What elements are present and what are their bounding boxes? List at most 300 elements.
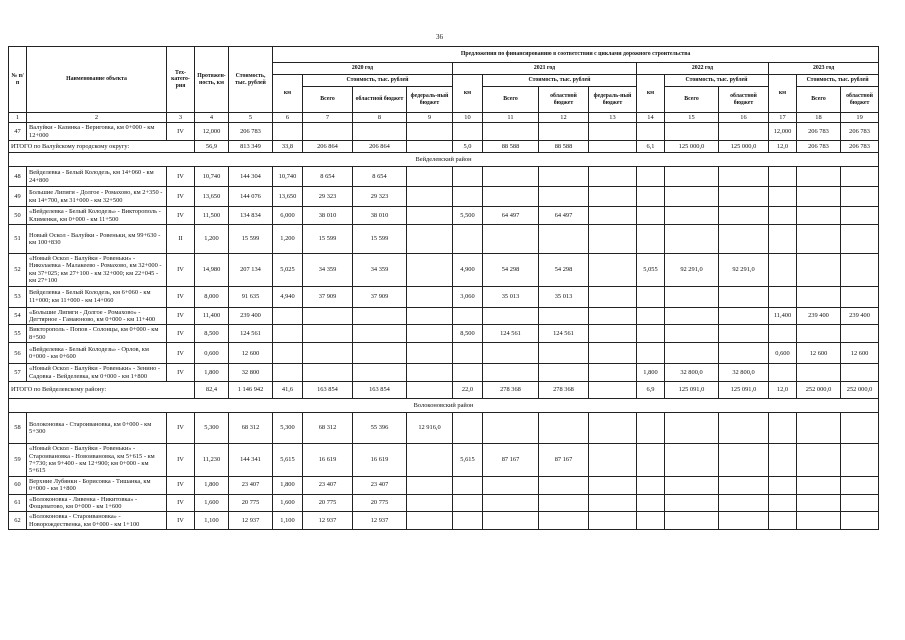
total-row <box>9 141 879 153</box>
column-number: 4 <box>195 113 229 123</box>
table-cell <box>797 364 841 382</box>
table-cell: 20 775 <box>229 494 273 512</box>
table-cell: 38 010 <box>353 207 407 225</box>
total-cell: 41,6 <box>273 382 303 399</box>
object-name: «Большие Липяги - Долгое - Ромахово» - Дегтярное - Гамаюново, км 0+000 - км 11+400 <box>27 307 167 325</box>
table-cell: 5,500 <box>453 207 483 225</box>
table-row <box>9 512 879 530</box>
table-cell <box>589 167 637 187</box>
object-name: «Новый Оскол - Валуйки - Ровеньки» - Зенино - Садовка - Вейделевка, км 0+000 - км 1+800 <box>27 364 167 382</box>
table-cell <box>539 307 589 325</box>
table-cell <box>797 225 841 254</box>
table-cell <box>769 167 797 187</box>
total-row <box>9 382 879 399</box>
table-cell <box>589 494 637 512</box>
table-cell <box>637 476 665 494</box>
table-cell: 8,500 <box>453 325 483 343</box>
table-cell <box>841 207 879 225</box>
total-cell: 125 091,0 <box>719 382 769 399</box>
table-cell <box>769 413 797 444</box>
table-cell <box>483 494 539 512</box>
table-cell <box>483 167 539 187</box>
table-cell <box>797 444 841 477</box>
total-cell: 22,0 <box>453 382 483 399</box>
total-cell: 56,9 <box>195 141 229 153</box>
table-cell <box>665 444 719 477</box>
table-cell <box>769 207 797 225</box>
table-cell <box>539 364 589 382</box>
table-cell: 92 291,0 <box>665 254 719 287</box>
table-cell: 8 654 <box>353 167 407 187</box>
table-cell: 8,000 <box>195 286 229 307</box>
table-cell <box>589 413 637 444</box>
column-number-row <box>9 113 879 123</box>
header-regional: областной бюджет <box>719 87 769 113</box>
table-cell <box>589 307 637 325</box>
table-cell: 0,600 <box>769 343 797 364</box>
table-cell <box>665 325 719 343</box>
table-cell <box>769 444 797 477</box>
table-cell: IV <box>167 307 195 325</box>
table-cell <box>841 225 879 254</box>
table-cell <box>797 512 841 530</box>
header-regional: областной бюджет <box>841 87 879 113</box>
object-name: Новый Оскол - Валуйки - Ровеньки, км 99+630 - км 100+830 <box>27 225 167 254</box>
table-cell <box>769 187 797 207</box>
table-cell: 0,600 <box>195 343 229 364</box>
table-cell <box>719 207 769 225</box>
total-cell <box>589 141 637 153</box>
table-cell: 54 298 <box>539 254 589 287</box>
table-cell: 1,800 <box>637 364 665 382</box>
header-length: Протяжен-ность, км <box>195 47 229 113</box>
table-cell: 5,025 <box>273 254 303 287</box>
table-cell <box>353 343 407 364</box>
table-cell <box>273 325 303 343</box>
table-cell: 239 400 <box>229 307 273 325</box>
table-cell: 54 298 <box>483 254 539 287</box>
table-cell <box>483 187 539 207</box>
table-cell <box>353 325 407 343</box>
table-cell <box>665 286 719 307</box>
table-cell: 12 937 <box>303 512 353 530</box>
table-cell <box>841 444 879 477</box>
table-cell <box>637 413 665 444</box>
table-cell <box>637 123 665 141</box>
table-cell <box>407 123 453 141</box>
table-cell: 1,600 <box>195 494 229 512</box>
total-cell <box>589 382 637 399</box>
total-cell: 163 854 <box>353 382 407 399</box>
table-cell <box>273 343 303 364</box>
table-cell: 144 076 <box>229 187 273 207</box>
table-cell <box>665 494 719 512</box>
table-cell: 15 599 <box>303 225 353 254</box>
table-cell <box>797 494 841 512</box>
table-cell <box>719 307 769 325</box>
row-number: 60 <box>9 476 27 494</box>
table-cell: 1,600 <box>273 494 303 512</box>
table-cell <box>797 167 841 187</box>
table-cell: 1,100 <box>273 512 303 530</box>
total-cell: 5,0 <box>453 141 483 153</box>
header-regional: областной бюджет <box>353 87 407 113</box>
table-cell: II <box>167 225 195 254</box>
table-cell: 4,940 <box>273 286 303 307</box>
table-cell <box>797 325 841 343</box>
section-row <box>9 399 879 413</box>
table-cell <box>841 364 879 382</box>
table-cell: 35 013 <box>483 286 539 307</box>
table-cell <box>407 286 453 307</box>
table-cell <box>453 494 483 512</box>
table-cell <box>719 286 769 307</box>
header-regional: областной бюджет <box>539 87 589 113</box>
table-cell: 207 134 <box>229 254 273 287</box>
total-cell <box>407 382 453 399</box>
table-cell: 12 937 <box>353 512 407 530</box>
total-cell: 278 368 <box>483 382 539 399</box>
table-cell <box>769 494 797 512</box>
table-cell <box>797 207 841 225</box>
row-number: 50 <box>9 207 27 225</box>
object-name: «Новый Оскол - Валуйки - Ровеньки» - Николаевка - Малакеево - Ромахово, км 32+000 - км 37+025; км 27+100 - км 32+000; км 22+045 - км 27+100 <box>27 254 167 287</box>
table-cell <box>303 123 353 141</box>
table-cell <box>453 123 483 141</box>
table-cell: 124 561 <box>539 325 589 343</box>
column-number: 7 <box>303 113 353 123</box>
table-cell: 38 010 <box>303 207 353 225</box>
financing-table <box>8 46 879 530</box>
table-cell <box>769 254 797 287</box>
table-cell: 144 304 <box>229 167 273 187</box>
table-cell <box>841 325 879 343</box>
table-cell: 5,615 <box>453 444 483 477</box>
row-number: 57 <box>9 364 27 382</box>
table-cell <box>273 364 303 382</box>
table-cell <box>407 254 453 287</box>
table-cell: 15 599 <box>229 225 273 254</box>
total-label: ИТОГО по Вейделевскому району: <box>9 382 195 399</box>
table-cell: 15 599 <box>353 225 407 254</box>
row-number: 55 <box>9 325 27 343</box>
table-cell: 10,740 <box>273 167 303 187</box>
row-number: 48 <box>9 167 27 187</box>
table-cell <box>841 494 879 512</box>
table-cell: 11,230 <box>195 444 229 477</box>
table-cell: 5,615 <box>273 444 303 477</box>
header-cost: Стоимость, тыс. рублей <box>229 47 273 113</box>
table-cell <box>841 254 879 287</box>
table-cell: 5,300 <box>273 413 303 444</box>
table-cell <box>453 512 483 530</box>
table-row <box>9 167 879 187</box>
table-cell <box>665 207 719 225</box>
table-cell: 13,650 <box>273 187 303 207</box>
table-cell: 16 619 <box>303 444 353 477</box>
column-number: 17 <box>769 113 797 123</box>
table-cell <box>407 307 453 325</box>
header-year-2022: 2022 год <box>637 63 769 75</box>
total-cell: 278 368 <box>539 382 589 399</box>
table-cell: 68 312 <box>229 413 273 444</box>
table-cell <box>719 187 769 207</box>
table-row <box>9 413 879 444</box>
table-cell <box>303 325 353 343</box>
table-cell: 4,900 <box>453 254 483 287</box>
table-cell <box>665 225 719 254</box>
table-cell: IV <box>167 413 195 444</box>
table-cell <box>483 123 539 141</box>
table-row <box>9 364 879 382</box>
table-cell: IV <box>167 512 195 530</box>
total-cell: 206 783 <box>797 141 841 153</box>
total-cell: 6,9 <box>637 382 665 399</box>
table-cell <box>797 286 841 307</box>
table-cell: 12 937 <box>229 512 273 530</box>
table-cell: IV <box>167 494 195 512</box>
header-total: Всего <box>303 87 353 113</box>
column-number: 13 <box>589 113 637 123</box>
row-number: 59 <box>9 444 27 477</box>
table-cell <box>637 286 665 307</box>
table-cell: 206 783 <box>841 123 879 141</box>
table-cell: 34 359 <box>353 254 407 287</box>
header-cost-2022: Стоимость, тыс. рублей <box>665 75 769 87</box>
table-cell: 1,800 <box>195 476 229 494</box>
table-cell <box>719 343 769 364</box>
table-cell <box>665 167 719 187</box>
header-km: км <box>769 75 797 113</box>
row-number: 49 <box>9 187 27 207</box>
table-cell <box>841 413 879 444</box>
table-header <box>9 47 879 113</box>
table-row <box>9 207 879 225</box>
column-number: 10 <box>453 113 483 123</box>
table-cell: 23 407 <box>353 476 407 494</box>
total-cell: 252 000,0 <box>841 382 879 399</box>
table-cell <box>453 476 483 494</box>
table-cell: 32 800,0 <box>665 364 719 382</box>
table-cell <box>665 187 719 207</box>
table-cell <box>407 325 453 343</box>
object-name: «Вейделевка - Белый Колодезь» - Орлов, км 0+000 - км 0+600 <box>27 343 167 364</box>
table-cell: IV <box>167 343 195 364</box>
table-cell <box>769 286 797 307</box>
table-row <box>9 123 879 141</box>
object-name: Викторополь - Попов - Солонцы, км 0+000 - км 8+500 <box>27 325 167 343</box>
table-cell <box>407 494 453 512</box>
table-cell <box>589 325 637 343</box>
table-cell <box>539 476 589 494</box>
table-cell <box>539 225 589 254</box>
table-cell <box>453 187 483 207</box>
column-number: 16 <box>719 113 769 123</box>
table-cell <box>589 225 637 254</box>
table-cell <box>273 123 303 141</box>
column-number: 5 <box>229 113 273 123</box>
table-cell: 35 013 <box>539 286 589 307</box>
total-cell: 125 000,0 <box>665 141 719 153</box>
table-row <box>9 325 879 343</box>
table-cell: 1,200 <box>195 225 229 254</box>
table-cell <box>637 207 665 225</box>
header-federal: федераль-ный бюджет <box>589 87 637 113</box>
table-cell: 12 916,0 <box>407 413 453 444</box>
column-number: 19 <box>841 113 879 123</box>
table-cell: 37 909 <box>303 286 353 307</box>
column-number: 8 <box>353 113 407 123</box>
table-cell <box>665 512 719 530</box>
total-cell: 163 854 <box>303 382 353 399</box>
column-number: 14 <box>637 113 665 123</box>
header-financing: Предложения по финансированию в соответствии с циклами дорожного строительства <box>273 47 879 63</box>
table-cell <box>637 494 665 512</box>
table-cell: 55 396 <box>353 413 407 444</box>
table-cell: 13,650 <box>195 187 229 207</box>
table-cell: 64 497 <box>539 207 589 225</box>
table-cell <box>407 167 453 187</box>
table-cell <box>665 343 719 364</box>
table-cell <box>273 307 303 325</box>
total-cell: 6,1 <box>637 141 665 153</box>
table-cell <box>407 444 453 477</box>
table-cell: 11,400 <box>195 307 229 325</box>
table-cell <box>539 413 589 444</box>
header-federal: федераль-ный бюджет <box>407 87 453 113</box>
table-cell <box>797 476 841 494</box>
table-cell <box>407 476 453 494</box>
table-cell <box>841 167 879 187</box>
table-row <box>9 286 879 307</box>
table-cell <box>539 512 589 530</box>
table-cell <box>719 494 769 512</box>
object-name: Вейделевка - Белый Колодезь, км 6+060 - км 11+000; км 11+000 - км 14+060 <box>27 286 167 307</box>
header-km: км <box>273 75 303 113</box>
table-cell: 12 600 <box>797 343 841 364</box>
table-cell <box>589 343 637 364</box>
table-cell <box>589 364 637 382</box>
total-cell: 12,0 <box>769 141 797 153</box>
header-year-2023: 2023 год <box>769 63 879 75</box>
total-cell: 88 588 <box>483 141 539 153</box>
object-name: «Волоконовка - Ливенка - Никитовка» - Фощеватово, км 0+000 - км 1+600 <box>27 494 167 512</box>
table-cell <box>483 512 539 530</box>
table-cell <box>407 364 453 382</box>
table-cell: 239 400 <box>841 307 879 325</box>
table-cell <box>483 225 539 254</box>
header-km: км <box>637 75 665 113</box>
total-cell <box>407 141 453 153</box>
table-cell <box>539 343 589 364</box>
table-cell <box>665 413 719 444</box>
table-cell <box>589 187 637 207</box>
table-cell <box>665 307 719 325</box>
table-cell <box>637 225 665 254</box>
total-cell: 82,4 <box>195 382 229 399</box>
header-year-2020: 2020 год <box>273 63 453 75</box>
table-cell: IV <box>167 254 195 287</box>
table-cell <box>637 325 665 343</box>
table-cell: 1,800 <box>195 364 229 382</box>
table-cell: 14,980 <box>195 254 229 287</box>
column-number: 2 <box>27 113 167 123</box>
table-cell <box>539 187 589 207</box>
table-cell: 239 400 <box>797 307 841 325</box>
table-cell: IV <box>167 207 195 225</box>
table-cell: IV <box>167 187 195 207</box>
table-cell: IV <box>167 476 195 494</box>
table-cell <box>589 207 637 225</box>
header-category: Тех-катего-рия <box>167 47 195 113</box>
column-number: 15 <box>665 113 719 123</box>
table-cell <box>407 225 453 254</box>
row-number: 62 <box>9 512 27 530</box>
table-cell <box>637 343 665 364</box>
object-name: «Вейделевка - Белый Колодезь» - Викторополь - Клименки, км 0+000 - км 11+500 <box>27 207 167 225</box>
row-number: 52 <box>9 254 27 287</box>
table-cell: 12 600 <box>229 343 273 364</box>
object-name: Большие Липяги - Долгое - Ромахово, км 2+350 - км 14+700, км 31+000 - км 32+500 <box>27 187 167 207</box>
table-cell <box>589 512 637 530</box>
table-cell <box>841 286 879 307</box>
table-cell <box>353 364 407 382</box>
table-cell: 29 323 <box>353 187 407 207</box>
table-cell: 11,500 <box>195 207 229 225</box>
table-cell <box>453 307 483 325</box>
row-number: 58 <box>9 413 27 444</box>
table-cell: IV <box>167 325 195 343</box>
table-row <box>9 494 879 512</box>
column-number: 3 <box>167 113 195 123</box>
table-row <box>9 187 879 207</box>
table-cell: 10,740 <box>195 167 229 187</box>
table-cell <box>589 476 637 494</box>
table-cell: 32 800,0 <box>719 364 769 382</box>
column-number: 12 <box>539 113 589 123</box>
table-cell: 8 654 <box>303 167 353 187</box>
total-cell: 813 349 <box>229 141 273 153</box>
header-cost-2023: Стоимость, тыс. рублей <box>797 75 879 87</box>
row-number: 61 <box>9 494 27 512</box>
table-cell: 20 775 <box>303 494 353 512</box>
table-cell <box>483 343 539 364</box>
table-cell <box>841 476 879 494</box>
table-cell: 8,500 <box>195 325 229 343</box>
row-number: 53 <box>9 286 27 307</box>
row-number: 47 <box>9 123 27 141</box>
table-cell <box>539 167 589 187</box>
total-cell: 12,0 <box>769 382 797 399</box>
table-cell <box>719 413 769 444</box>
table-cell <box>637 444 665 477</box>
table-cell: 23 407 <box>229 476 273 494</box>
total-cell: 206 864 <box>353 141 407 153</box>
page-number: 36 <box>436 33 443 41</box>
table-cell <box>719 444 769 477</box>
header-total: Всего <box>665 87 719 113</box>
table-cell: 124 561 <box>229 325 273 343</box>
total-cell: 1 146 942 <box>229 382 273 399</box>
header-num: № п/п <box>9 47 27 113</box>
table-cell <box>665 123 719 141</box>
table-cell <box>719 225 769 254</box>
table-cell <box>483 307 539 325</box>
object-name: Вейделевка - Белый Колодезь, км 14+060 - км 24+800 <box>27 167 167 187</box>
row-number: 54 <box>9 307 27 325</box>
table-cell: 16 619 <box>353 444 407 477</box>
table-body <box>9 113 879 530</box>
